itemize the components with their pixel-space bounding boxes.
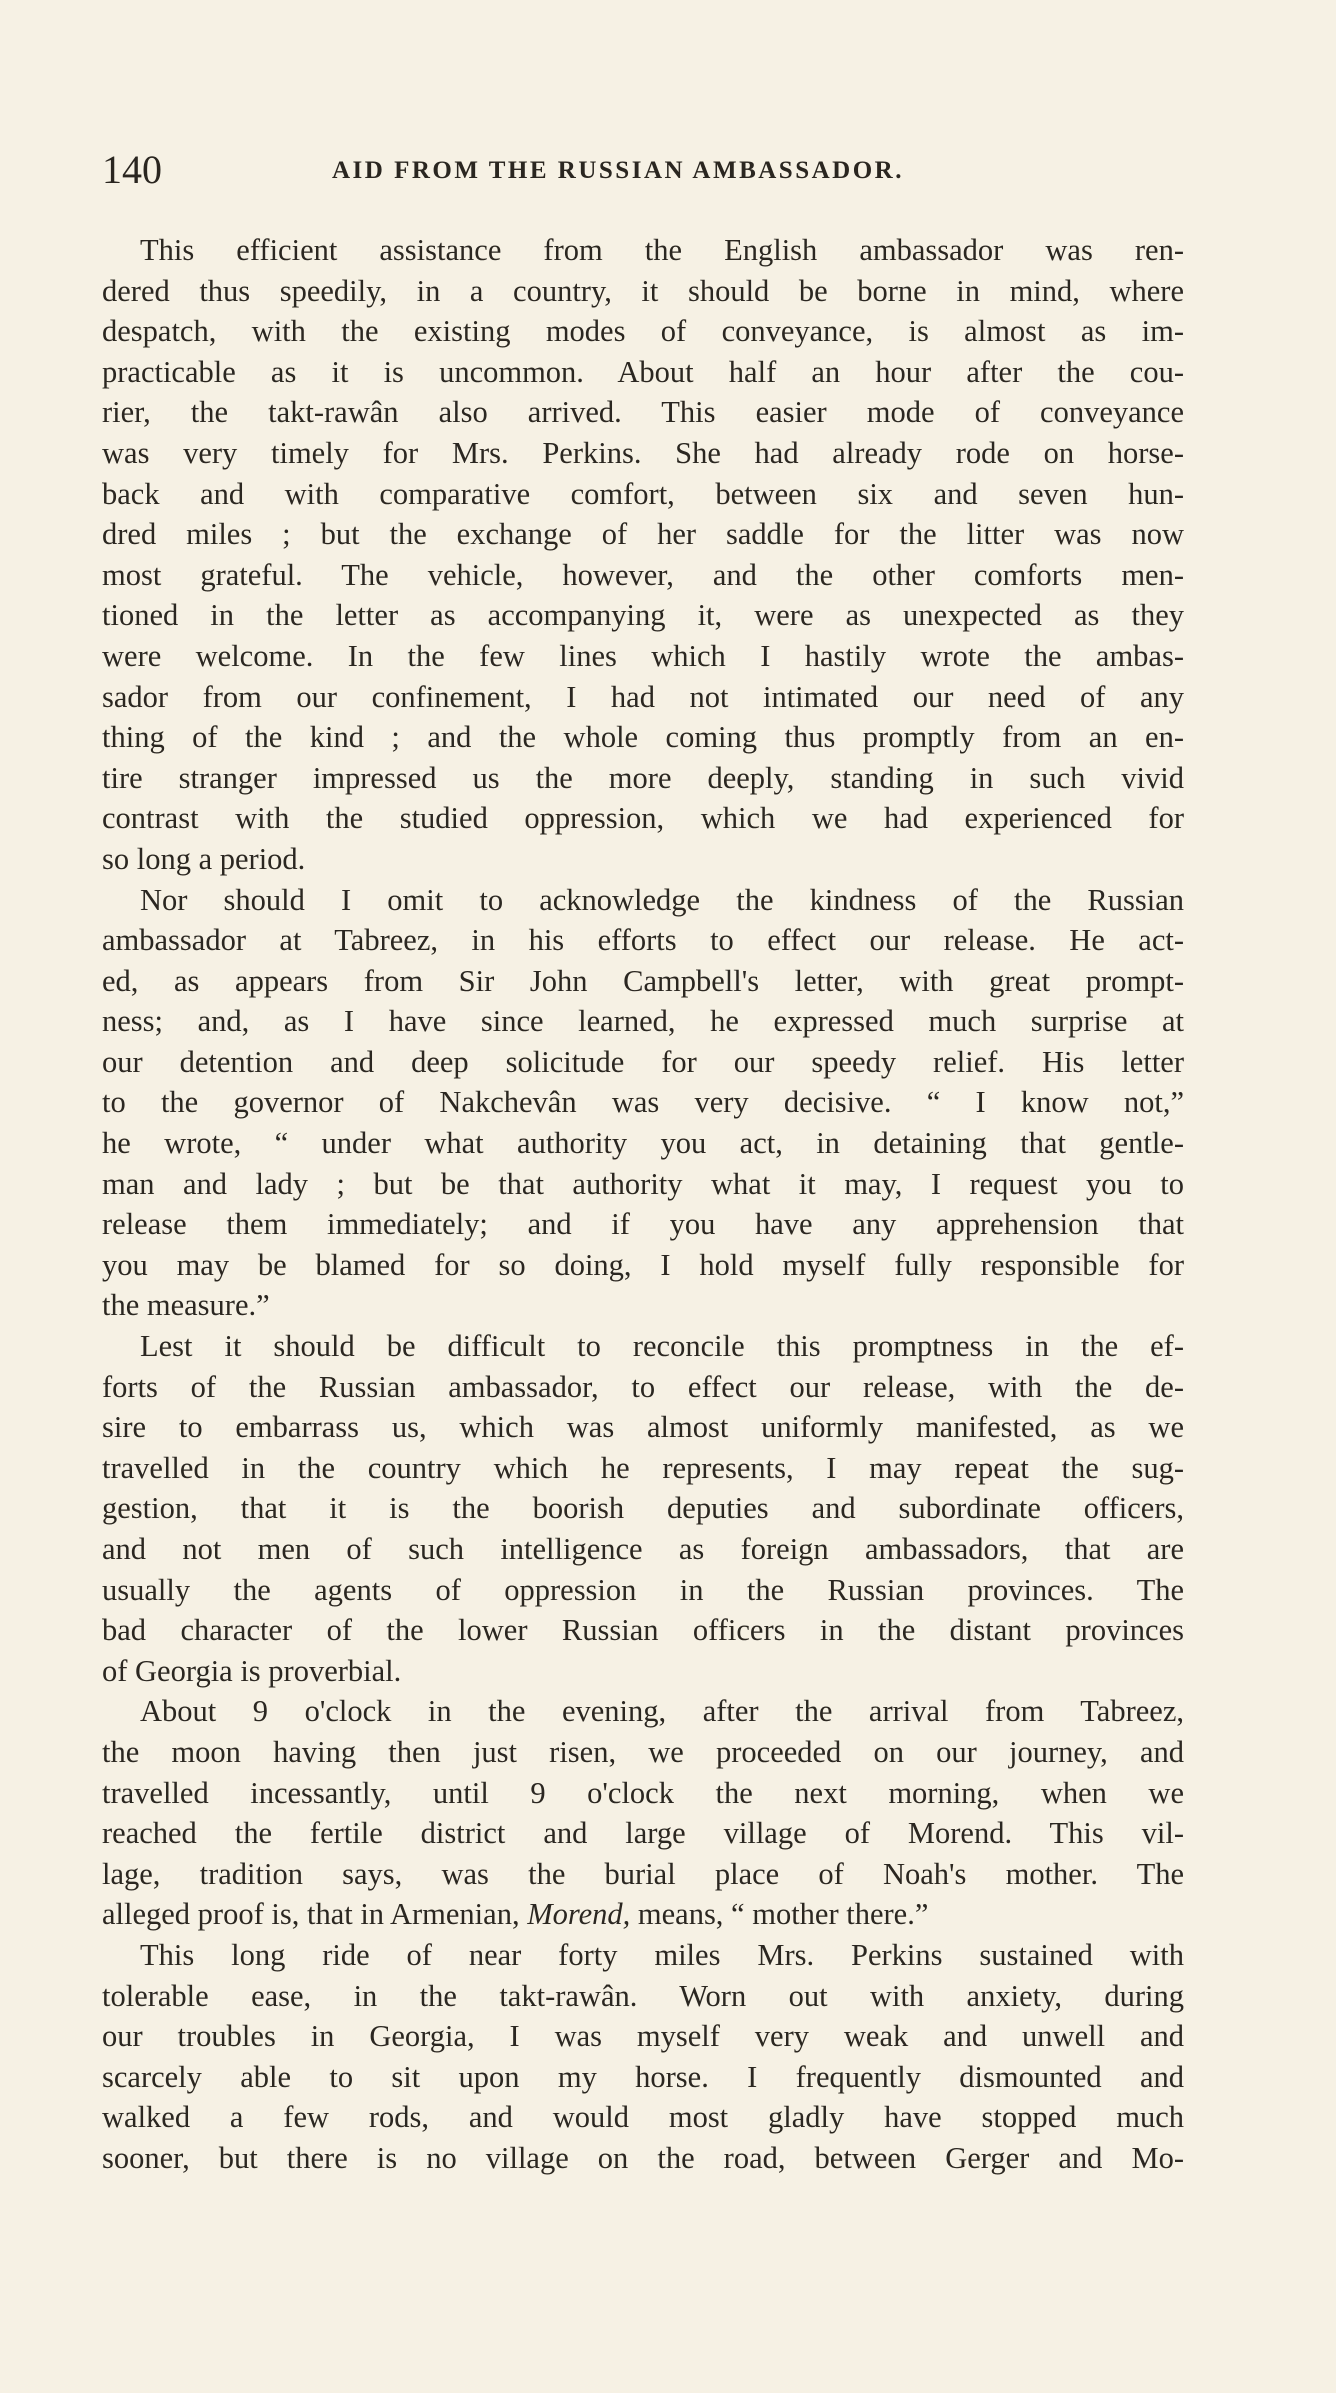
text-line: practicable as it is uncommon. About half an hour after the cou- — [102, 354, 1184, 389]
text-line: our troubles in Georgia, I was myself very weak and unwell and — [102, 2019, 1184, 2054]
text-line: Lest it should be difficult to reconcile this promptness in the ef- — [140, 1329, 1184, 1364]
text-line: back and with comparative comfort, between six and seven hun- — [102, 476, 1184, 511]
text-line: were welcome. In the few lines which I hastily wrote the ambas- — [102, 638, 1184, 673]
text-line: you may be blamed for so doing, I hold myself fully responsible for — [102, 1247, 1184, 1282]
text-line: release them immediately; and if you have any apprehension that — [102, 1207, 1184, 1242]
text-line: he wrote, “ under what authority you act, in detaining that gentle- — [102, 1126, 1184, 1161]
text-line: This long ride of near forty miles Mrs. Perkins sustained with — [140, 1937, 1184, 1972]
text-line: ed, as appears from Sir John Campbell's letter, with great prompt- — [102, 963, 1184, 998]
page-number: 140 — [102, 147, 162, 192]
text-line: sooner, but there is no village on the road, between Gerger and Mo- — [102, 2140, 1184, 2175]
text-line: the measure.” — [102, 1288, 270, 1323]
text-line: the moon having then just risen, we proceeded on our journey, and — [102, 1734, 1184, 1769]
text-line: tioned in the letter as accompanying it, were as unexpected as they — [102, 598, 1184, 633]
text-line: dred miles ; but the exchange of her saddle for the litter was now — [102, 517, 1184, 552]
text-line: usually the agents of oppression in the Russian provinces. The — [102, 1572, 1184, 1607]
text-line: man and lady ; but be that authority what it may, I request you to — [102, 1166, 1184, 1201]
text-line: and not men of such intelligence as foreign ambassadors, that are — [102, 1532, 1184, 1566]
text-line: of Georgia is proverbial. — [102, 1653, 402, 1688]
italic-word: Morend, — [527, 1897, 631, 1932]
text-fragment: alleged proof is, that in Armenian, — [102, 1897, 528, 1932]
text-line: ambassador at Tabreez, in his efforts to effect our release. He act- — [102, 923, 1184, 958]
text-line: contrast with the studied oppression, which we had experienced for — [102, 801, 1184, 836]
text-line: scarcely able to sit upon my horse. I frequently dismounted and — [102, 2059, 1184, 2094]
body-text — [102, 230, 1184, 2179]
paragraph — [102, 1691, 1184, 1935]
text-line: so long a period. — [102, 841, 306, 876]
text-fragment: means, “ mother there.” — [630, 1897, 929, 1932]
text-line: thing of the kind ; and the whole coming thus promptly from an en- — [102, 720, 1184, 755]
text-line: travelled in the country which he represents, I may repeat the sug- — [102, 1450, 1184, 1485]
text-line: despatch, with the existing modes of conveyance, is almost as im- — [102, 314, 1184, 349]
paragraph — [102, 880, 1184, 1327]
text-line: tolerable ease, in the takt-rawân. Worn out with anxiety, during — [102, 1978, 1184, 2013]
text-line: sador from our confinement, I had not intimated our need of any — [102, 679, 1184, 714]
text-line: walked a few rods, and would most gladly have stopped much — [102, 2100, 1184, 2135]
text-line: travelled incessantly, until 9 o'clock the next morning, when we — [102, 1775, 1184, 1810]
paragraph — [102, 1935, 1184, 2179]
text-line: About 9 o'clock in the evening, after the arrival from Tabreez, — [140, 1694, 1184, 1729]
text-line: sire to embarrass us, which was almost uniformly manifested, as we — [102, 1410, 1184, 1445]
text-line: most grateful. The vehicle, however, and the other comforts men- — [102, 557, 1184, 592]
text-line: to the governor of Nakchevân was very decisive. “ I know not,” — [102, 1085, 1184, 1120]
text-line: lage, tradition says, was the burial place of Noah's mother. The — [102, 1856, 1184, 1891]
text-line: tire stranger impressed us the more deeply, standing in such vivid — [102, 760, 1184, 795]
text-line: forts of the Russian ambassador, to effect our release, with the de- — [102, 1369, 1184, 1404]
paragraph — [102, 230, 1184, 880]
text-line: This efficient assistance from the English ambassador was ren- — [140, 233, 1184, 267]
text-line: reached the fertile district and large village of Morend. This vil- — [102, 1816, 1184, 1851]
text-line: was very timely for Mrs. Perkins. She had already rode on horse- — [102, 435, 1184, 470]
running-head: AID FROM THE RUSSIAN AMBASSADOR. — [332, 157, 904, 184]
text-line: dered thus speedily, in a country, it should be borne in mind, where — [102, 273, 1184, 308]
text-line: gestion, that it is the boorish deputies and subordinate officers, — [102, 1491, 1184, 1526]
text-line: Nor should I omit to acknowledge the kindness of the Russian — [140, 882, 1184, 917]
text-line: bad character of the lower Russian officers in the distant provinces — [102, 1613, 1184, 1648]
page-header — [102, 140, 1184, 200]
text-line: ness; and, as I have since learned, he expressed much surprise at — [102, 1004, 1184, 1039]
text-line: our detention and deep solicitude for our speedy relief. His letter — [102, 1044, 1184, 1079]
text-line: rier, the takt-rawân also arrived. This easier mode of conveyance — [102, 395, 1184, 430]
text-line — [102, 1894, 1184, 1935]
paragraph — [102, 1326, 1184, 1691]
